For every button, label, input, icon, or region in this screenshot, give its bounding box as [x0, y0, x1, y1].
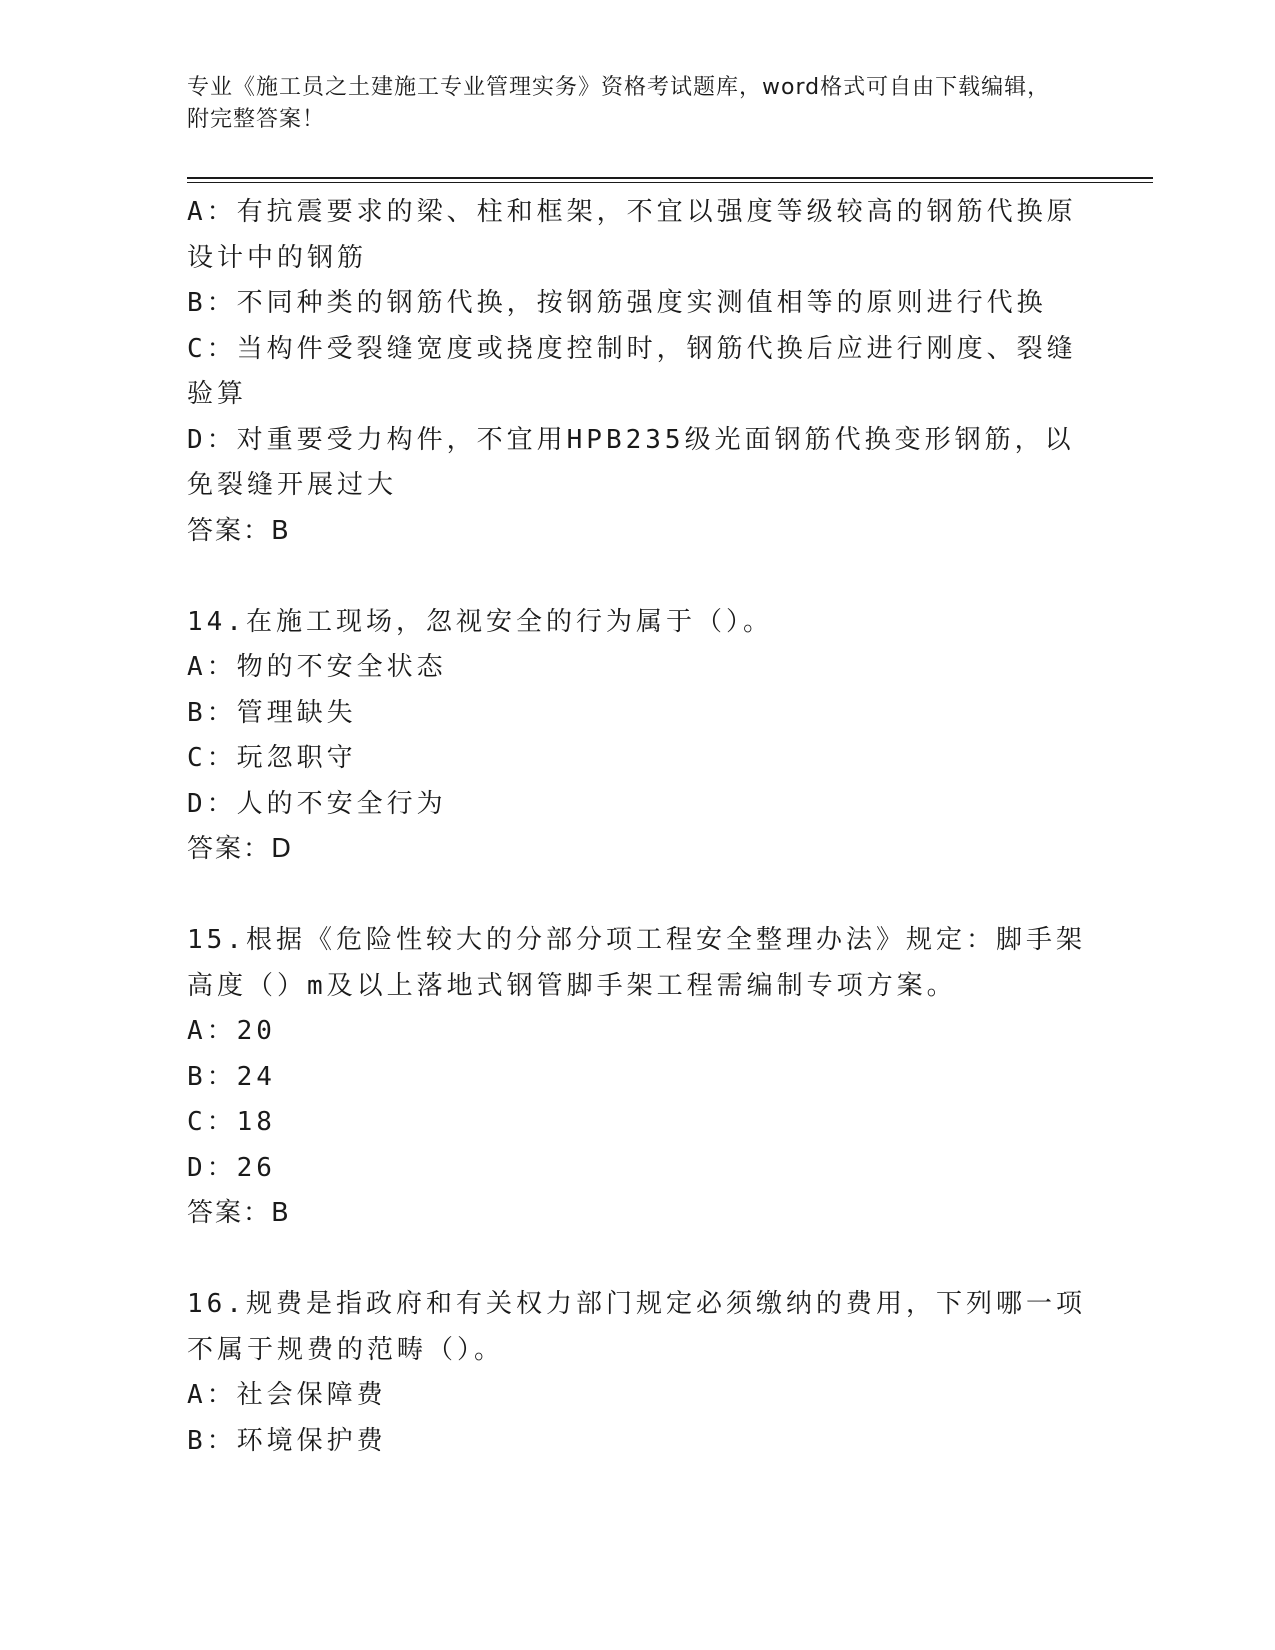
option-b: B：不同种类的钢筋代换，按钢筋强度实测值相等的原则进行代换 [187, 288, 1047, 318]
option-c: C：当构件受裂缝宽度或挠度控制时，钢筋代换后应进行刚度、裂缝验算 [187, 333, 1077, 409]
question-content [187, 190, 1087, 1464]
option-a: A：社会保障费 [187, 1380, 387, 1410]
answer: 答案：D [187, 834, 294, 864]
spacer [187, 873, 1087, 919]
option-d: D：人的不安全行为 [187, 788, 447, 819]
header-rule-thick [187, 177, 1153, 179]
spacer [187, 554, 1087, 600]
option-b: B：管理缺失 [187, 697, 357, 728]
option-a: A：20 [187, 1016, 276, 1046]
question-text: 15.根据《危险性较大的分部分项工程安全整理办法》规定：脚手架高度（）m及以上落地式钢管脚手架工程需编制专项方案。 [187, 925, 1086, 1001]
question-13 [187, 190, 1087, 554]
option-c: C：18 [187, 1107, 276, 1137]
answer: 答案：B [187, 1198, 291, 1228]
question-text: 16.规费是指政府和有关权力部门规定必须缴纳的费用，下列哪一项不属于规费的范畴（）。 [187, 1289, 1086, 1365]
question-16 [187, 1282, 1087, 1464]
answer: 答案：B [187, 515, 291, 546]
option-a: A：有抗震要求的梁、柱和框架，不宜以强度等级较高的钢筋代换原设计中的钢筋 [187, 197, 1077, 273]
question-14 [187, 600, 1087, 873]
question-text: 14.在施工现场，忽视安全的行为属于（）。 [187, 606, 773, 637]
option-d: D：26 [187, 1152, 276, 1183]
option-b: B：24 [187, 1061, 276, 1092]
option-d: D：对重要受力构件，不宜用HPB235级光面钢筋代换变形钢筋，以免裂缝开展过大 [187, 424, 1075, 500]
header-rule-thin [187, 182, 1153, 183]
option-c: C：玩忽职守 [187, 743, 357, 773]
option-b: B：环境保护费 [187, 1425, 387, 1456]
spacer [187, 1237, 1087, 1283]
document-header: 专业《施工员之土建施工专业管理实务》资格考试题库，word格式可自由下载编辑，附完整答案！ [187, 75, 1051, 132]
question-15 [187, 918, 1087, 1237]
option-a: A：物的不安全状态 [187, 652, 447, 682]
